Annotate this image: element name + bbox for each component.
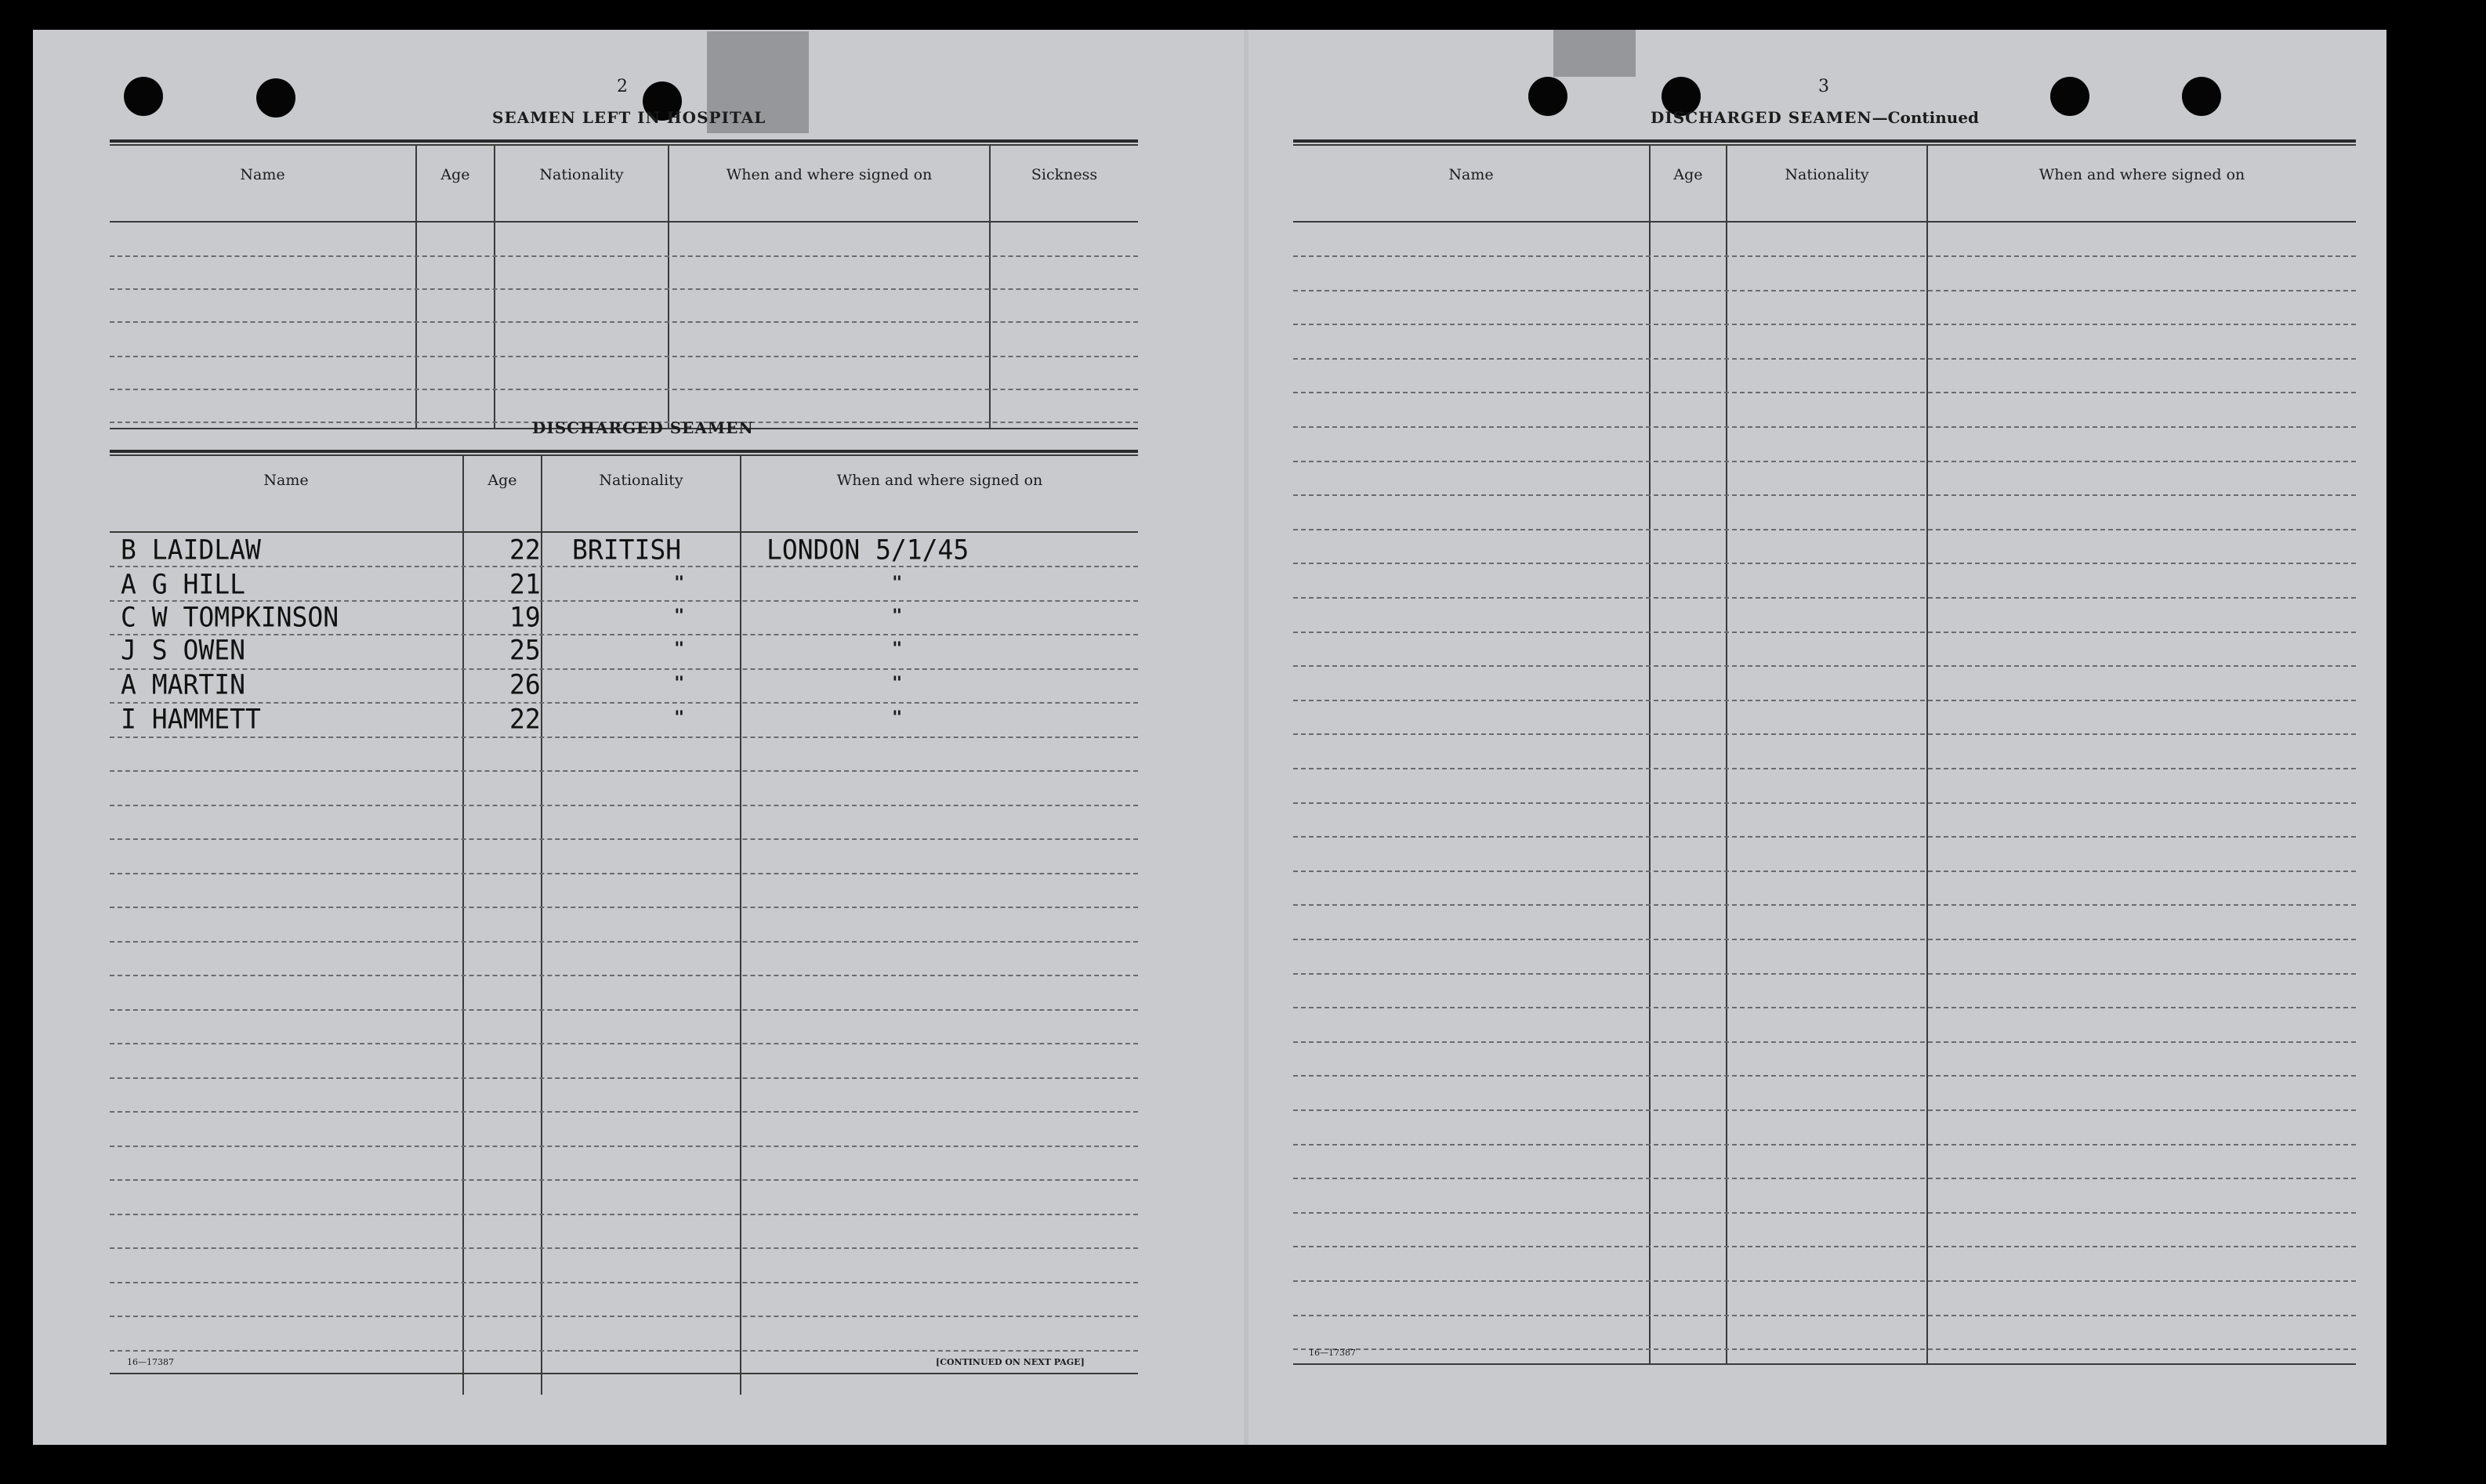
column-header: When and where signed on [2038,166,2245,183]
column-header: Name [263,472,309,489]
ruling-line [1293,700,2356,701]
ruling-line [1293,632,2356,633]
ruling-line [110,1282,1138,1283]
ruling-line [1293,392,2356,393]
ruling-line [1293,494,2356,496]
manifest-sheet [33,30,2386,1445]
ditto-mark: " [674,674,685,693]
seaman-name: J S OWEN [121,634,245,666]
seaman-name: I HAMMETT [121,703,261,735]
ruling-line [1293,1075,2356,1077]
ruling-line [1293,870,2356,872]
ruling-line [110,566,1138,567]
tape-mark [1553,30,1636,77]
ditto-mark: " [892,606,903,626]
ditto-mark: " [892,708,903,728]
ruling-line [110,634,1138,635]
ruling-line [110,975,1138,976]
seaman-name: C W TOMPKINSON [121,601,339,633]
ruling-line [1293,1007,2356,1008]
column-header: Name [1448,166,1494,183]
ruling-line [1293,1280,2356,1282]
ruling-line [1293,733,2356,735]
ruling-line [110,737,1138,738]
ruling-line [110,805,1138,806]
ruling-line [1293,768,2356,769]
discharged-table-right [1293,139,2356,1368]
section-title-discharged-continued [1651,108,1979,127]
ruling-line [110,1111,1138,1113]
ruling-line [1293,324,2356,325]
column-header: Nationality [599,472,683,489]
punch-hole [2050,77,2089,116]
column-header: When and where signed on [836,472,1043,489]
ruling-line [110,1214,1138,1215]
ruling-line [1293,1246,2356,1247]
ruling-line [110,1043,1138,1044]
hospital-table [110,139,1138,433]
ruling-line [1293,358,2356,360]
ruling-line [110,1077,1138,1079]
discharged-table-left [110,450,1138,1401]
ditto-mark: " [892,574,903,593]
ruling-line [1293,1212,2356,1214]
ditto-mark: " [674,606,685,626]
ruling-line [1293,904,2356,906]
punch-hole [2182,77,2221,116]
column-header: Age [487,472,517,489]
ditto-mark: " [674,639,685,659]
seaman-nationality: BRITISH [572,534,682,566]
seaman-name: A MARTIN [121,668,245,700]
seaman-name: A G HILL [121,568,245,600]
column-header: When and where signed on [726,166,933,183]
ruling-line [1293,1041,2356,1043]
ruling-line [1293,836,2356,838]
ruling-line [1293,802,2356,804]
ruling-line [110,838,1138,840]
ruling-line [110,907,1138,908]
seaman-name: B LAIDLAW [121,534,261,566]
ditto-mark: " [674,708,685,728]
ruling-line [110,873,1138,874]
seaman-age: 19 [509,601,541,633]
ruling-line [110,770,1138,772]
section-title-discharged: DISCHARGED SEAMEN [532,418,754,437]
seaman-age: 25 [509,634,541,666]
continued-note: [CONTINUED ON NEXT PAGE] [936,1357,1085,1367]
column-header: Age [440,166,470,183]
ruling-line [1293,1109,2356,1111]
ruling-line [110,1316,1138,1317]
ruling-line [1293,461,2356,462]
punch-hole [256,78,295,118]
column-header: Age [1673,166,1703,183]
column-header: Nationality [539,166,624,183]
form-number: 16—17387 [127,1357,174,1367]
ruling-line [1293,665,2356,667]
form-number: 16—17387 [1309,1348,1356,1358]
ruling-line [110,1350,1138,1352]
ruling-line [110,1009,1138,1011]
ruling-line [1293,597,2356,599]
seaman-age: 21 [509,568,541,600]
ruling-line [1293,255,2356,257]
page-fold [1244,30,1248,1445]
column-header: Nationality [1785,166,1869,183]
ruling-line [1293,1178,2356,1179]
seaman-age: 26 [509,668,541,700]
ruling-line [1293,1144,2356,1146]
ruling-line [110,668,1138,670]
seaman-age: 22 [509,534,541,566]
title-suffix: —Continued [1872,108,1980,127]
ruling-line [1293,563,2356,564]
ruling-line [1293,426,2356,428]
seaman-age: 22 [509,703,541,735]
ruling-line [1293,1348,2356,1350]
page-number: 2 [617,77,628,96]
ditto-mark: " [674,574,685,593]
ruling-line [110,941,1138,943]
ruling-line [1293,939,2356,940]
ruling-line [1293,290,2356,291]
ruling-line [110,1146,1138,1147]
punch-hole [1528,77,1567,116]
ruling-line [110,702,1138,704]
title-main: DISCHARGED SEAMEN [1651,108,1872,127]
ruling-line [1293,973,2356,975]
punch-hole [124,77,163,116]
ruling-line [110,1247,1138,1249]
ruling-line [1293,529,2356,530]
column-header: Name [240,166,285,183]
ruling-line [110,1179,1138,1181]
column-header: Sickness [1031,166,1098,183]
page-number: 3 [1818,77,1829,96]
ruling-line [1293,1315,2356,1316]
ditto-mark: " [892,674,903,693]
section-title-hospital: SEAMEN LEFT IN HOSPITAL [492,108,766,127]
seaman-signed-on: LONDON 5/1/45 [766,534,969,566]
ditto-mark: " [892,639,903,659]
